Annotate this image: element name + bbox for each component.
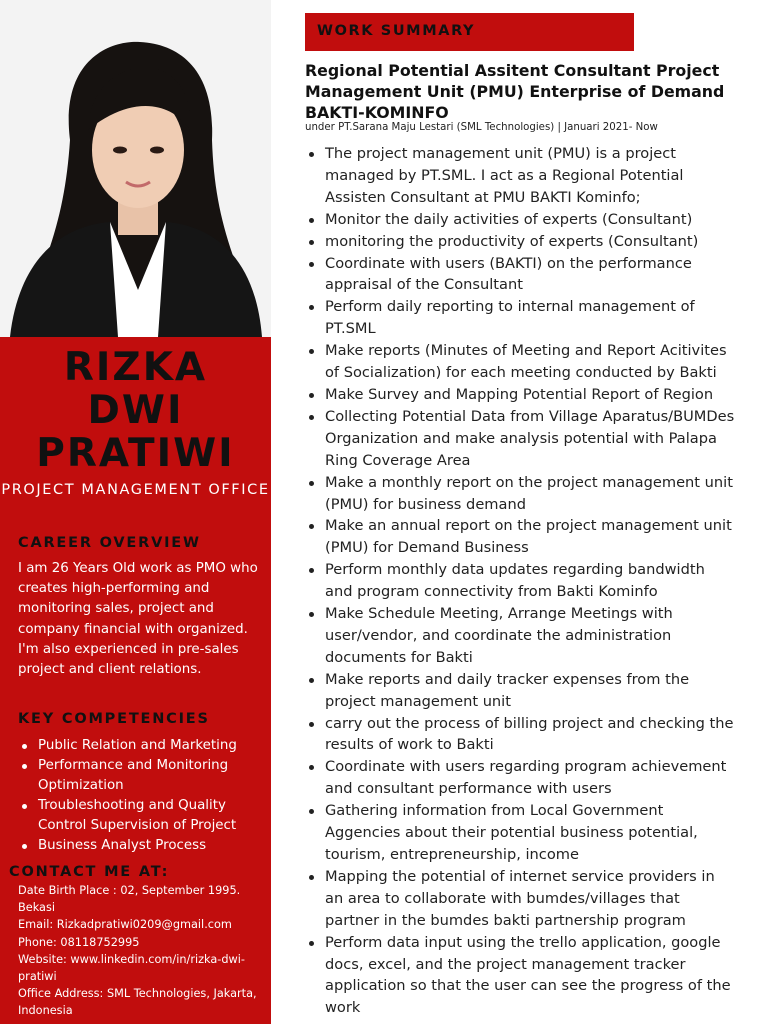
sidebar bbox=[0, 0, 271, 1024]
key-competencies-heading: KEY COMPETENCIES bbox=[18, 711, 210, 727]
list-item: Mapping the potential of internet service providers in an area to collaborate with bumdes/villages that partner in the bumdes bakti partnership program bbox=[305, 866, 735, 932]
list-item: Coordinate with users (BAKTI) on the performance appraisal of the Consultant bbox=[305, 253, 735, 297]
birth-info: Date Birth Place : 02, September 1995. Bekasi bbox=[18, 884, 241, 915]
list-item: Gathering information from Local Government Aggencies about their potential business potential, tourism, entrepreneurship, income bbox=[305, 800, 735, 866]
name-line: DWI bbox=[87, 388, 184, 433]
person-name bbox=[0, 346, 271, 475]
list-item: Collecting Potential Data from Village Aparatus/BUMDes Organization and make analysis potential with Palapa Ring Coverage Area bbox=[305, 406, 735, 472]
contact-info bbox=[18, 882, 268, 1020]
phone-info: Phone: 08118752995 bbox=[18, 935, 140, 949]
contact-heading: CONTACT ME AT: bbox=[9, 864, 170, 880]
work-summary-banner bbox=[305, 13, 634, 51]
job-role: PROJECT MANAGEMENT OFFICE bbox=[1, 482, 270, 498]
name-line: PRATIWI bbox=[36, 431, 235, 476]
competencies-list bbox=[18, 736, 268, 856]
list-item: Make reports and daily tracker expenses from the project management unit bbox=[305, 669, 735, 713]
list-item: monitoring the productivity of experts (Consultant) bbox=[305, 231, 735, 253]
career-overview-text: I am 26 Years Old work as PMO who creates high-performing and monitoring sales, project and company financial with organized. I'm also experienced in pre-sales project and client relations. bbox=[18, 561, 258, 678]
list-item: Perform daily reporting to internal management of PT.SML bbox=[305, 296, 735, 340]
email-info: Email: Rizkadpratiwi0209@gmail.com bbox=[18, 918, 232, 932]
duties-list bbox=[305, 143, 735, 1019]
list-item: The project management unit (PMU) is a project managed by PT.SML. I act as a Regional Potential Assisten Consultant at PMU BAKTI Kominfo; bbox=[305, 143, 735, 209]
list-item: Coordinate with users regarding program achievement and consultant performance with users bbox=[305, 756, 735, 800]
list-item: Perform monthly data updates regarding bandwidth and program connectivity from Bakti Kominfo bbox=[305, 559, 735, 603]
list-item: Public Relation and Marketing bbox=[18, 736, 268, 756]
list-item: carry out the process of billing project and checking the results of work to Bakti bbox=[305, 713, 735, 757]
list-item: Make a monthly report on the project management unit (PMU) for business demand bbox=[305, 472, 735, 516]
list-item: Perform data input using the trello application, google docs, excel, and the project management tracker application so that the user can see the progress of the work bbox=[305, 932, 735, 1020]
job-title: Regional Potential Assitent Consultant Project Management Unit (PMU) Enterprise of Demand BAKTI-KOMINFO bbox=[305, 61, 725, 122]
list-item: Make an annual report on the project management unit (PMU) for Demand Business bbox=[305, 515, 735, 559]
job-subtitle: under PT.Sarana Maju Lestari (SML Technologies) | Januari 2021- Now bbox=[305, 122, 658, 133]
list-item: Make Survey and Mapping Potential Report of Region bbox=[305, 384, 735, 406]
list-item: Make Schedule Meeting, Arrange Meetings with user/vendor, and coordinate the administration documents for Bakti bbox=[305, 603, 735, 669]
profile-photo bbox=[0, 0, 271, 337]
list-item: Performance and Monitoring Optimization bbox=[18, 756, 268, 796]
office-address: Office Address: SML Technologies, Jakarta, Indonesia bbox=[18, 987, 257, 1018]
list-item: Troubleshooting and Quality Control Supervision of Project bbox=[18, 796, 268, 836]
career-overview-heading: CAREER OVERVIEW bbox=[18, 535, 201, 551]
work-summary-heading: WORK SUMMARY bbox=[317, 23, 476, 39]
name-line: RIZKA bbox=[63, 345, 208, 390]
list-item: Business Analyst Process bbox=[18, 836, 268, 856]
website-info: Website: www.linkedin.com/in/rizka-dwi-pratiwi bbox=[18, 952, 246, 984]
list-item: Make reports (Minutes of Meeting and Report Acitivites of Socialization) for each meeting conducted by Bakti bbox=[305, 340, 735, 384]
list-item: Monitor the daily activities of experts (Consultant) bbox=[305, 209, 735, 231]
